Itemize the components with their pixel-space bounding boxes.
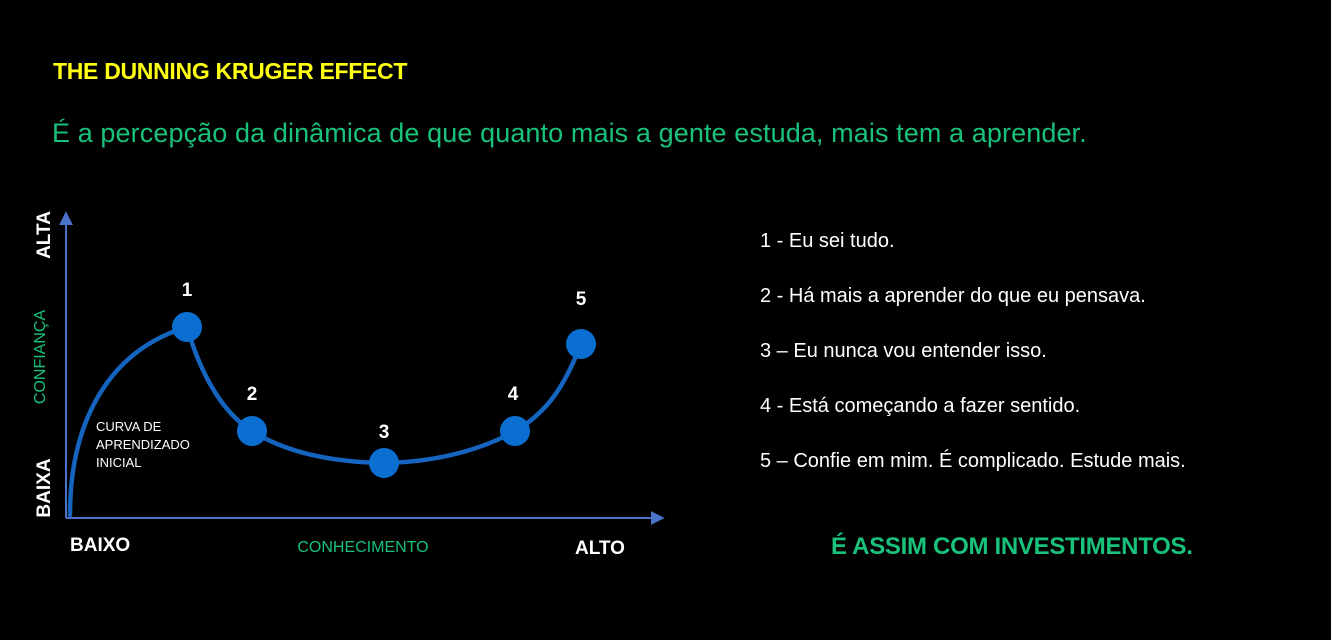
dunning-kruger-diagram — [0, 0, 700, 600]
point-label-5: 5 — [575, 289, 587, 310]
step-item-2: 2 - Há mais a aprender do que eu pensava. — [760, 285, 1146, 307]
x-axis-high-label: ALTO — [575, 538, 625, 559]
curve-point-2 — [237, 416, 267, 446]
step-item-4: 4 - Está começando a fazer sentido. — [760, 395, 1081, 417]
page-title: THE DUNNING KRUGER EFFECT — [53, 58, 408, 84]
initial-curve-label-line-3: INICIAL — [96, 455, 142, 470]
curve-point-1 — [172, 312, 202, 342]
point-label-3: 3 — [378, 422, 390, 443]
curve-point-4 — [500, 416, 530, 446]
x-axis-title: CONHECIMENTO — [297, 539, 429, 556]
curve-point-5 — [566, 329, 596, 359]
step-item-3: 3 – Eu nunca vou entender isso. — [760, 340, 1047, 362]
step-item-5: 5 – Confie em mim. É complicado. Estude mais. — [760, 450, 1186, 472]
initial-curve-label-line-1: CURVA DE — [96, 419, 162, 434]
x-axis-low-label: BAIXO — [70, 535, 131, 556]
point-label-2: 2 — [246, 384, 258, 405]
point-label-1: 1 — [181, 280, 193, 301]
y-axis-low-label: BAIXA — [34, 458, 55, 518]
steps-list — [760, 226, 1186, 501]
initial-curve-label-line-2: APRENDIZADO — [96, 437, 190, 452]
conclusion-text: É ASSIM COM INVESTIMENTOS. — [831, 533, 1193, 560]
point-label-4: 4 — [507, 384, 519, 405]
step-item-1: 1 - Eu sei tudo. — [760, 230, 895, 252]
subtitle: É a percepção da dinâmica de que quanto mais a gente estuda, mais tem a aprender. — [52, 118, 1087, 148]
y-axis-title: CONFIANÇA — [32, 309, 49, 405]
curve-point-3 — [369, 448, 399, 478]
y-axis-high-label: ALTA — [34, 211, 55, 259]
